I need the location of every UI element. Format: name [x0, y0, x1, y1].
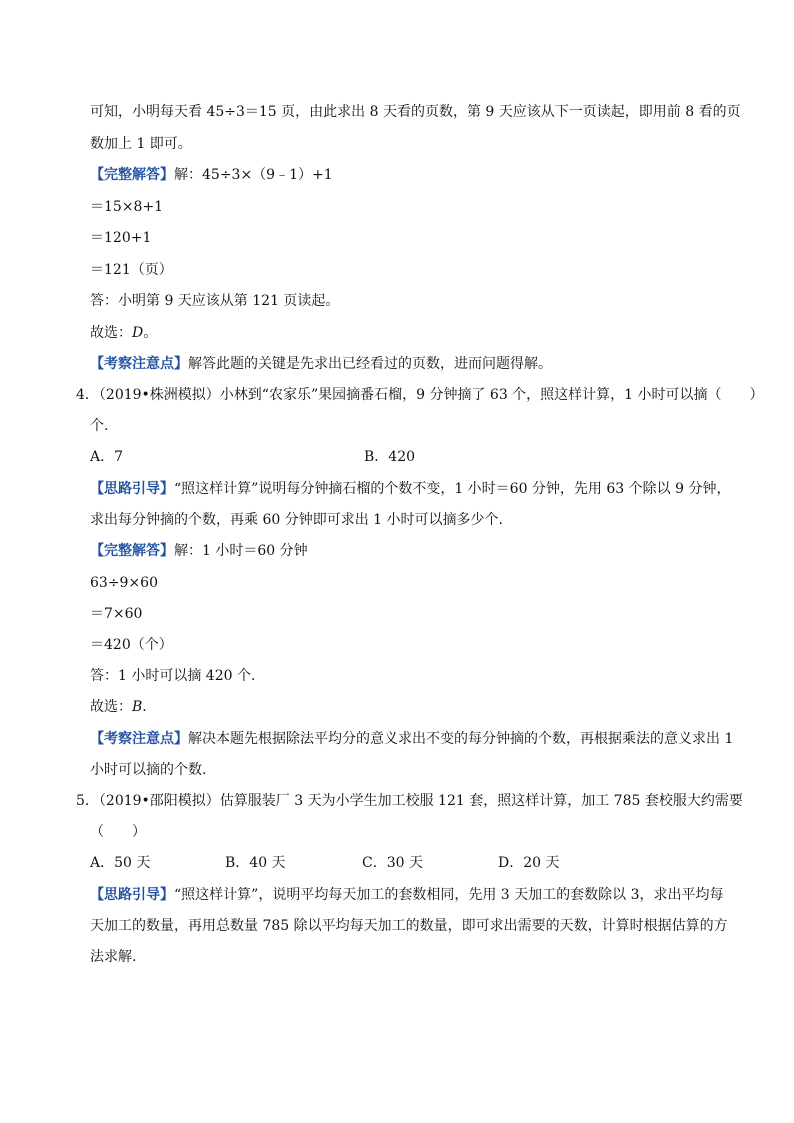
question-4-choice	[90, 699, 147, 715]
solution-3-note	[90, 356, 552, 372]
question-5-stem-line-1: 5．（2019•邵阳模拟）估算服装厂 3 天为小学生加工校服 121 套，照这样计算，加工 785 套校服大约需要	[76, 793, 743, 809]
choice-letter: B	[132, 699, 143, 715]
full-answer-tag: 【完整解答】	[90, 167, 174, 183]
question-4-step-1: 63÷9×60	[90, 575, 158, 591]
full-answer-text: 解：45÷3×（9﹣1）+1	[174, 167, 333, 183]
question-4-full-answer	[90, 543, 308, 559]
question-4-stem-line-1: 4．（2019•株洲模拟）小林到“农家乐”果园摘番石榴，9 分钟摘了 63 个，照这样计算，1 小时可以摘（ ）	[76, 387, 764, 403]
solution-3-step-2: ＝120+1	[90, 230, 152, 246]
question-5-guide-line-3: 法求解.	[90, 949, 137, 965]
question-4-step-2: ＝7×60	[90, 606, 143, 622]
guide-tag: 【思路引导】	[90, 887, 174, 903]
question-5-option-b: B．40 天	[225, 855, 286, 871]
solution-3-text-line-2: 数加上 1 即可。	[90, 136, 192, 152]
note-tag: 【考察注意点】	[90, 731, 188, 747]
choice-prefix: 故选：	[90, 325, 132, 341]
question-4-stem-line-2: 个.	[90, 418, 109, 434]
question-5-guide-line-1	[90, 887, 723, 903]
choice-suffix: 。	[143, 325, 158, 341]
note-text: 解答此题的关键是先求出已经看过的页数，进而问题得解。	[188, 356, 552, 372]
choice-letter: D	[132, 325, 144, 341]
question-5-option-a: A．50 天	[90, 855, 151, 871]
guide-tag: 【思路引导】	[90, 481, 174, 497]
note-tag: 【考察注意点】	[90, 356, 188, 372]
question-4-step-3: ＝420（个）	[90, 637, 173, 653]
note-text: 解决本题先根据除法平均分的意义求出不变的每分钟摘的个数，再根据乘法的意义求出 1	[188, 731, 734, 747]
question-4-answer: 答：1 小时可以摘 420 个.	[90, 668, 256, 684]
question-4-guide-line-1	[90, 481, 730, 497]
guide-text: “照这样计算”，说明平均每天加工的套数相同，先用 3 天加工的套数除以 3，求出平均每	[174, 887, 724, 903]
solution-3-choice	[90, 325, 157, 341]
question-4-note-line-1	[90, 731, 733, 747]
guide-text: “照这样计算”说明每分钟摘石榴的个数不变，1 小时＝60 分钟，先用 63 个除以 9 分钟，	[174, 481, 731, 497]
question-5-guide-line-2: 天加工的数量，再用总数量 785 除以平均每天加工的数量，即可求出需要的天数，计算时根据估算的方	[90, 918, 728, 934]
question-4-option-b: B．420	[364, 449, 416, 465]
full-answer-text: 解：1 小时＝60 分钟	[174, 543, 308, 559]
solution-3-step-1: ＝15×8+1	[90, 199, 164, 215]
question-5-option-d: D．20 天	[498, 855, 560, 871]
question-5-option-c: C．30 天	[362, 855, 423, 871]
full-answer-tag: 【完整解答】	[90, 543, 174, 559]
solution-3-answer: 答：小明第 9 天应该从第 121 页读起。	[90, 293, 340, 309]
question-4-note-line-2: 小时可以摘的个数.	[90, 762, 207, 778]
question-4-option-a: A．7	[90, 449, 124, 465]
solution-3-text-line-1: 可知，小明每天看 45÷3＝15 页，由此求出 8 天看的页数，第 9 天应该从下一页读起，即用前 8 看的页	[90, 104, 741, 120]
question-4-guide-line-2: 求出每分钟摘的个数，再乘 60 分钟即可求出 1 小时可以摘多少个.	[90, 512, 503, 528]
question-5-stem-line-2: （ ）	[90, 824, 146, 840]
choice-suffix: .	[142, 699, 147, 715]
choice-prefix: 故选：	[90, 699, 132, 715]
solution-3-step-3: ＝121（页）	[90, 262, 173, 278]
solution-3-full-answer	[90, 167, 333, 183]
